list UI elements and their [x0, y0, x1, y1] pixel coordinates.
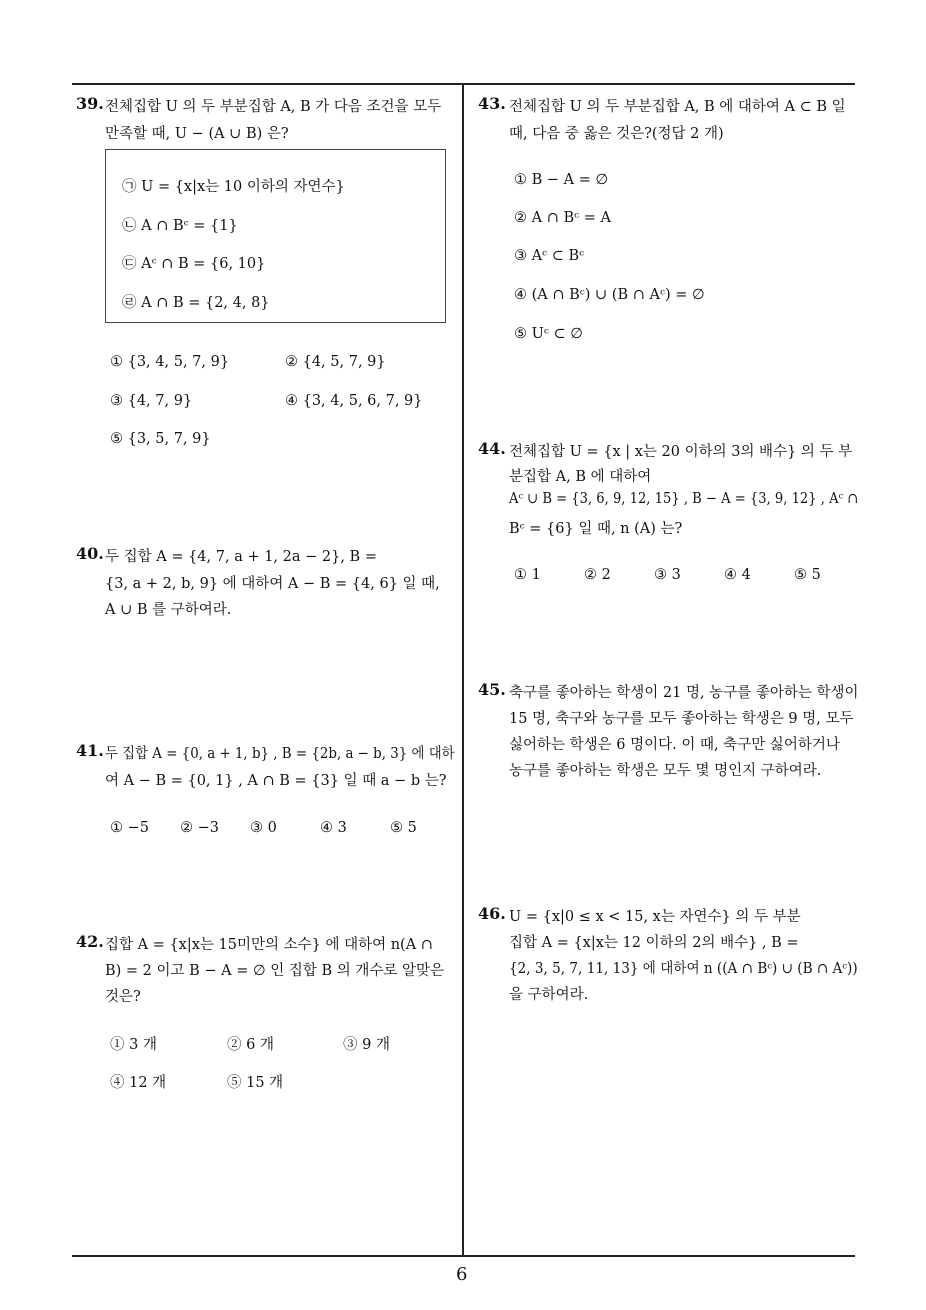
- choice-1[interactable]: ① B − A = ∅: [514, 172, 609, 188]
- top-rule: [72, 83, 855, 85]
- question-text: Aᶜ ∪ B = {3, 6, 9, 12, 15} , B − A = {3, 9, 12} , Aᶜ ∩: [509, 491, 859, 507]
- choice-3[interactable]: ③ Aᶜ ⊂ Bᶜ: [514, 248, 585, 264]
- question-text: 싫어하는 학생은 6 명이다. 이 때, 축구만 싫어하거나: [509, 737, 840, 753]
- choice-3[interactable]: ③ {4, 7, 9}: [110, 393, 193, 409]
- question-number: 44.: [478, 439, 506, 458]
- condition-item: ㉡ A ∩ Bᶜ = {1}: [122, 218, 238, 234]
- question-text: {2, 3, 5, 7, 11, 13} 에 대하여 n ((A ∩ Bᶜ) ∪ (B ∩ Aᶜ)): [509, 961, 858, 977]
- question-text: 15 명, 축구와 농구를 모두 좋아하는 학생은 9 명, 모두: [509, 711, 854, 727]
- choice-4[interactable]: ④ 3: [320, 820, 347, 836]
- question-text: Bᶜ = {6} 일 때, n (A) 는?: [509, 521, 683, 537]
- choice-1[interactable]: ① −5: [110, 820, 149, 836]
- choice-1[interactable]: ① 3 개: [110, 1037, 157, 1053]
- choice-2[interactable]: ② 6 개: [227, 1037, 274, 1053]
- question-text: U = {x|0 ≤ x < 15, x는 자연수} 의 두 부분: [509, 909, 801, 925]
- choice-3[interactable]: ③ 0: [250, 820, 277, 836]
- question-text: 만족할 때, U − (A ∪ B) 은?: [105, 126, 289, 142]
- question-text: 것은?: [105, 989, 141, 1005]
- question-number: 46.: [478, 904, 506, 923]
- choice-4[interactable]: ④ {3, 4, 5, 6, 7, 9}: [285, 393, 423, 409]
- column-divider: [462, 84, 464, 1256]
- question-text: 축구를 좋아하는 학생이 21 명, 농구를 좋아하는 학생이: [509, 685, 859, 701]
- question-text: A ∪ B 를 구하여라.: [105, 602, 232, 618]
- question-text: B) = 2 이고 B − A = ∅ 인 집합 B 의 개수로 알맞은: [105, 963, 445, 979]
- question-number: 42.: [76, 932, 104, 951]
- choice-2[interactable]: ② {4, 5, 7, 9}: [285, 354, 386, 370]
- question-number: 40.: [76, 544, 104, 563]
- choice-2[interactable]: ② −3: [180, 820, 219, 836]
- choice-4[interactable]: ④ 4: [724, 567, 751, 583]
- choice-4[interactable]: ④ 12 개: [110, 1075, 167, 1091]
- question-number: 43.: [478, 94, 506, 113]
- question-text: 전체집합 U 의 두 부분집합 A, B 에 대하여 A ⊂ B 일: [509, 99, 846, 115]
- condition-item: ㉢ Aᶜ ∩ B = {6, 10}: [122, 256, 266, 272]
- question-text: 을 구하여라.: [509, 987, 589, 1003]
- choice-3[interactable]: ③ 9 개: [343, 1037, 390, 1053]
- question-number: 45.: [478, 680, 506, 699]
- question-text: 때, 다음 중 옳은 것은?(정답 2 개): [509, 126, 724, 142]
- condition-item: ㉠ U = {x|x는 10 이하의 자연수}: [122, 179, 345, 195]
- choice-1[interactable]: ① {3, 4, 5, 7, 9}: [110, 354, 230, 370]
- choice-5[interactable]: ⑤ Uᶜ ⊂ ∅: [514, 326, 583, 342]
- page-number: 6: [456, 1264, 468, 1285]
- question-text: 농구를 좋아하는 학생은 모두 몇 명인지 구하여라.: [509, 763, 822, 779]
- condition-item: ㉣ A ∩ B = {2, 4, 8}: [122, 295, 270, 311]
- question-text: 분집합 A, B 에 대하여: [509, 469, 652, 485]
- question-text: 두 집합 A = {0, a + 1, b} , B = {2b, a − b, 3} 에 대하: [105, 746, 455, 762]
- choice-3[interactable]: ③ 3: [654, 567, 681, 583]
- choice-5[interactable]: ⑤ {3, 5, 7, 9}: [110, 431, 211, 447]
- question-text: 전체집합 U = {x | x는 20 이하의 3의 배수} 의 두 부: [509, 444, 853, 460]
- question-text: 집합 A = {x|x는 15미만의 소수} 에 대하여 n(A ∩: [105, 937, 433, 953]
- choice-1[interactable]: ① 1: [514, 567, 541, 583]
- choice-5[interactable]: ⑤ 15 개: [227, 1075, 284, 1091]
- question-text: 두 집합 A = {4, 7, a + 1, 2a − 2}, B =: [105, 549, 377, 565]
- question-number: 41.: [76, 741, 104, 760]
- choice-4[interactable]: ④ (A ∩ Bᶜ) ∪ (B ∩ Aᶜ) = ∅: [514, 287, 705, 303]
- choice-2[interactable]: ② 2: [584, 567, 611, 583]
- choice-5[interactable]: ⑤ 5: [794, 567, 821, 583]
- choice-5[interactable]: ⑤ 5: [390, 820, 417, 836]
- question-text: 집합 A = {x|x는 12 이하의 2의 배수} , B =: [509, 935, 799, 951]
- choice-2[interactable]: ② A ∩ Bᶜ = A: [514, 210, 611, 226]
- question-text: 전체집합 U 의 두 부분집합 A, B 가 다음 조건을 모두: [105, 99, 442, 115]
- question-text: 여 A − B = {0, 1} , A ∩ B = {3} 일 때 a − b 는?: [105, 773, 447, 789]
- question-number: 39.: [76, 94, 104, 113]
- question-text: {3, a + 2, b, 9} 에 대하여 A − B = {4, 6} 일 때,: [105, 576, 440, 592]
- bottom-rule: [72, 1255, 855, 1257]
